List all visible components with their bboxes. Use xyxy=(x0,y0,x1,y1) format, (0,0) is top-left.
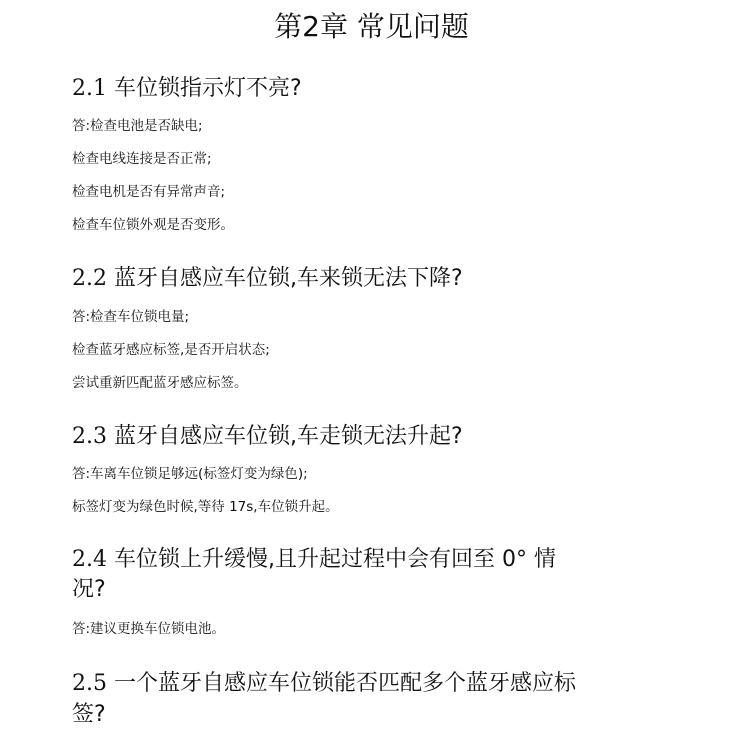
section-title-line-2: 况? xyxy=(72,577,106,602)
paragraph: 答:检查车位锁电量; xyxy=(72,309,190,325)
section-heading-2-4-continued xyxy=(72,575,632,605)
section-number: 2.5 xyxy=(72,671,107,696)
section-number: 2.4 xyxy=(72,547,107,572)
paragraph: 答:建议更换车位锁电池。 xyxy=(72,621,226,637)
section-number: 2.2 xyxy=(72,266,107,291)
section-title: 车位锁指示灯不亮? xyxy=(114,76,302,101)
section-number: 2.1 xyxy=(72,76,107,101)
paragraph: 标签灯变为绿色时候,等待 17s,车位锁升起。 xyxy=(72,499,339,515)
section-heading-2-2 xyxy=(72,264,632,294)
paragraph: 尝试重新匹配蓝牙感应标签。 xyxy=(72,375,248,391)
section-title: 蓝牙自感应车位锁,车来锁无法下降? xyxy=(114,266,463,291)
section-title-line-2: 签? xyxy=(72,702,106,727)
section-title-line-1: 车位锁上升缓慢,且升起过程中会有回至 0° 情 xyxy=(114,547,556,572)
section-heading-2-5 xyxy=(72,669,632,699)
paragraph: 答:检查电池是否缺电; xyxy=(72,118,203,134)
paragraph: 检查电机是否有异常声音; xyxy=(72,184,226,200)
section-heading-2-1 xyxy=(72,74,632,104)
section-heading-2-5-continued xyxy=(72,700,632,730)
paragraph: 检查电线连接是否正常; xyxy=(72,151,212,167)
section-heading-2-4 xyxy=(72,545,632,575)
section-title-line-1: 一个蓝牙自感应车位锁能否匹配多个蓝牙感应标 xyxy=(114,671,577,696)
paragraph: 检查车位锁外观是否变形。 xyxy=(72,217,234,233)
section-number: 2.3 xyxy=(72,424,107,449)
section-heading-2-3 xyxy=(72,422,632,452)
paragraph: 检查蓝牙感应标签,是否开启状态; xyxy=(72,342,270,358)
section-title: 蓝牙自感应车位锁,车走锁无法升起? xyxy=(114,424,463,449)
paragraph: 答:车离车位锁足够远(标签灯变为绿色); xyxy=(72,466,308,482)
chapter-title: 第2章 常见问题 xyxy=(274,10,469,43)
